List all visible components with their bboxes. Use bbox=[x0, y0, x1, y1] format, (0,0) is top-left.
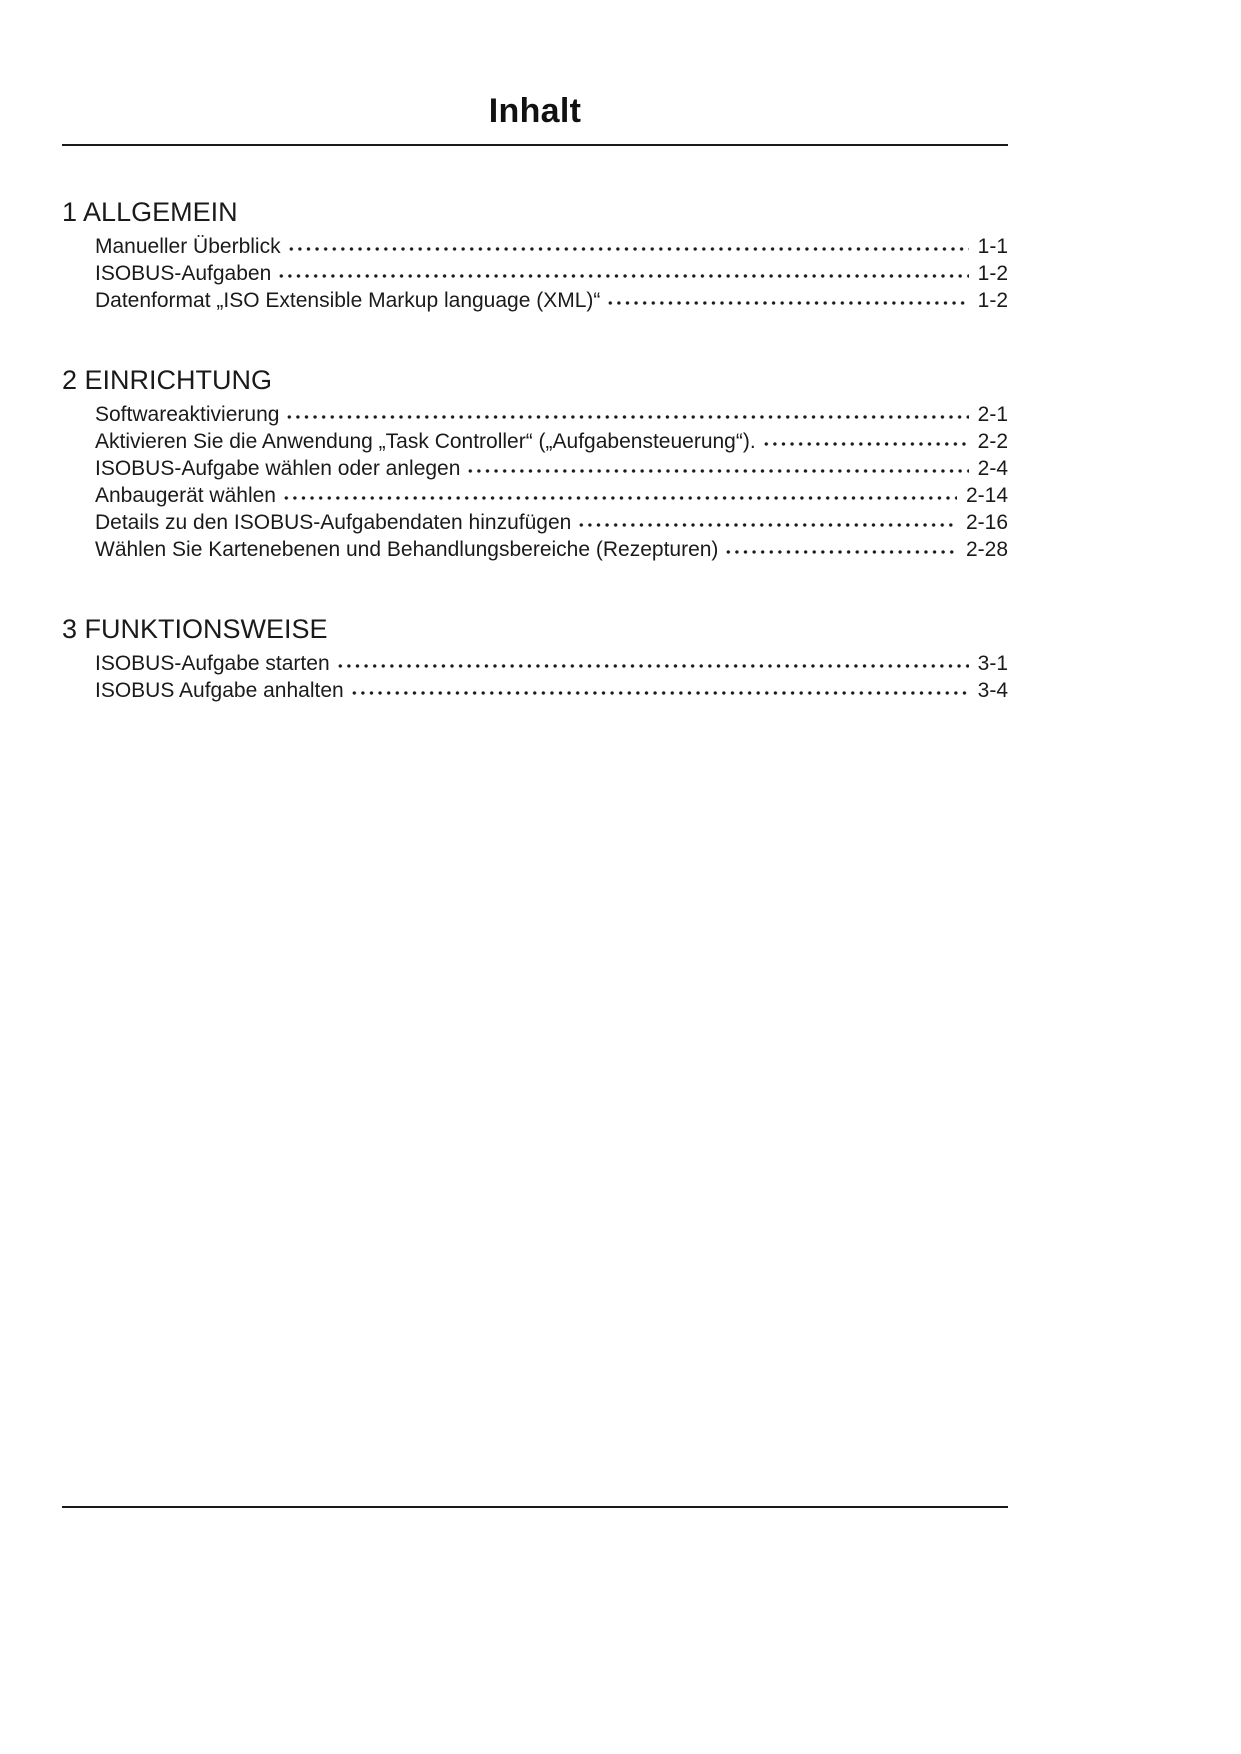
page-title: Inhalt bbox=[488, 92, 582, 130]
section-title: FUNKTIONSWEISE bbox=[84, 614, 328, 644]
toc-entry-page: 3-4 bbox=[977, 679, 1008, 702]
dot-leader bbox=[605, 301, 968, 307]
toc-entry-page: 2-16 bbox=[965, 511, 1008, 534]
section-entries bbox=[95, 650, 1008, 704]
toc-entry bbox=[95, 482, 1008, 509]
toc-entry-label: ISOBUS-Aufgabe wählen oder anlegen bbox=[95, 457, 461, 480]
section-title: EINRICHTUNG bbox=[84, 365, 273, 395]
toc-entry-label: Manueller Überblick bbox=[95, 235, 281, 258]
toc-entry-page: 2-28 bbox=[965, 538, 1008, 561]
toc-entry-label: Datenformat „ISO Extensible Markup language (XML)“ bbox=[95, 289, 601, 312]
toc-entry bbox=[95, 287, 1008, 314]
toc-entry-label: Details zu den ISOBUS-Aufgabendaten hinzufügen bbox=[95, 511, 572, 534]
section-entries bbox=[95, 233, 1008, 314]
toc-entry-label: ISOBUS-Aufgaben bbox=[95, 262, 272, 285]
section-heading bbox=[62, 196, 1008, 228]
toc-entry-page: 1-1 bbox=[977, 235, 1008, 258]
section-title: ALLGEMEIN bbox=[83, 197, 238, 227]
section-number: 2 bbox=[62, 365, 78, 395]
toc-entry-page: 2-1 bbox=[977, 403, 1008, 426]
toc-entry bbox=[95, 650, 1008, 677]
toc-section-funktionsweise bbox=[62, 613, 1008, 704]
dot-leader bbox=[335, 664, 969, 670]
toc-entry-page: 1-2 bbox=[977, 289, 1008, 312]
toc-section-allgemein bbox=[62, 196, 1008, 314]
toc-entry bbox=[95, 455, 1008, 482]
dot-leader bbox=[349, 691, 969, 697]
toc-entry-page: 3-1 bbox=[977, 652, 1008, 675]
toc-entry-page: 2-14 bbox=[965, 484, 1008, 507]
toc-entry-page: 2-2 bbox=[977, 430, 1008, 453]
toc-entry-label: Anbaugerät wählen bbox=[95, 484, 276, 507]
toc-entry-label: Wählen Sie Kartenebenen und Behandlungsbereiche (Rezepturen) bbox=[95, 538, 719, 561]
toc-entry-page: 1-2 bbox=[977, 262, 1008, 285]
dot-leader bbox=[465, 469, 968, 475]
toc-entry bbox=[95, 401, 1008, 428]
toc-entry bbox=[95, 509, 1008, 536]
footer-divider bbox=[62, 1506, 1008, 1508]
dot-leader bbox=[276, 274, 968, 280]
toc-entry-page: 2-4 bbox=[977, 457, 1008, 480]
toc-content bbox=[62, 0, 1008, 704]
section-entries bbox=[95, 401, 1008, 563]
dot-leader bbox=[286, 247, 969, 253]
toc-entry-label: ISOBUS-Aufgabe starten bbox=[95, 652, 330, 675]
section-number: 1 bbox=[62, 197, 78, 227]
section-heading bbox=[62, 613, 1008, 645]
toc-entry bbox=[95, 233, 1008, 260]
toc-entry-label: ISOBUS Aufgabe anhalten bbox=[95, 679, 344, 702]
title-divider bbox=[62, 144, 1008, 146]
section-number: 3 bbox=[62, 614, 78, 644]
toc-entry bbox=[95, 428, 1008, 455]
dot-leader bbox=[723, 550, 957, 556]
toc-entry-label: Softwareaktivierung bbox=[95, 403, 280, 426]
toc-entry-label: Aktivieren Sie die Anwendung „Task Controller“ („Aufgabensteuerung“). bbox=[95, 430, 756, 453]
section-heading bbox=[62, 364, 1008, 396]
dot-leader bbox=[284, 415, 968, 421]
toc-entry bbox=[95, 677, 1008, 704]
toc-section-einrichtung bbox=[62, 364, 1008, 563]
dot-leader bbox=[281, 496, 957, 502]
toc-entry bbox=[95, 260, 1008, 287]
toc-entry bbox=[95, 536, 1008, 563]
dot-leader bbox=[576, 523, 957, 529]
dot-leader bbox=[761, 442, 969, 448]
